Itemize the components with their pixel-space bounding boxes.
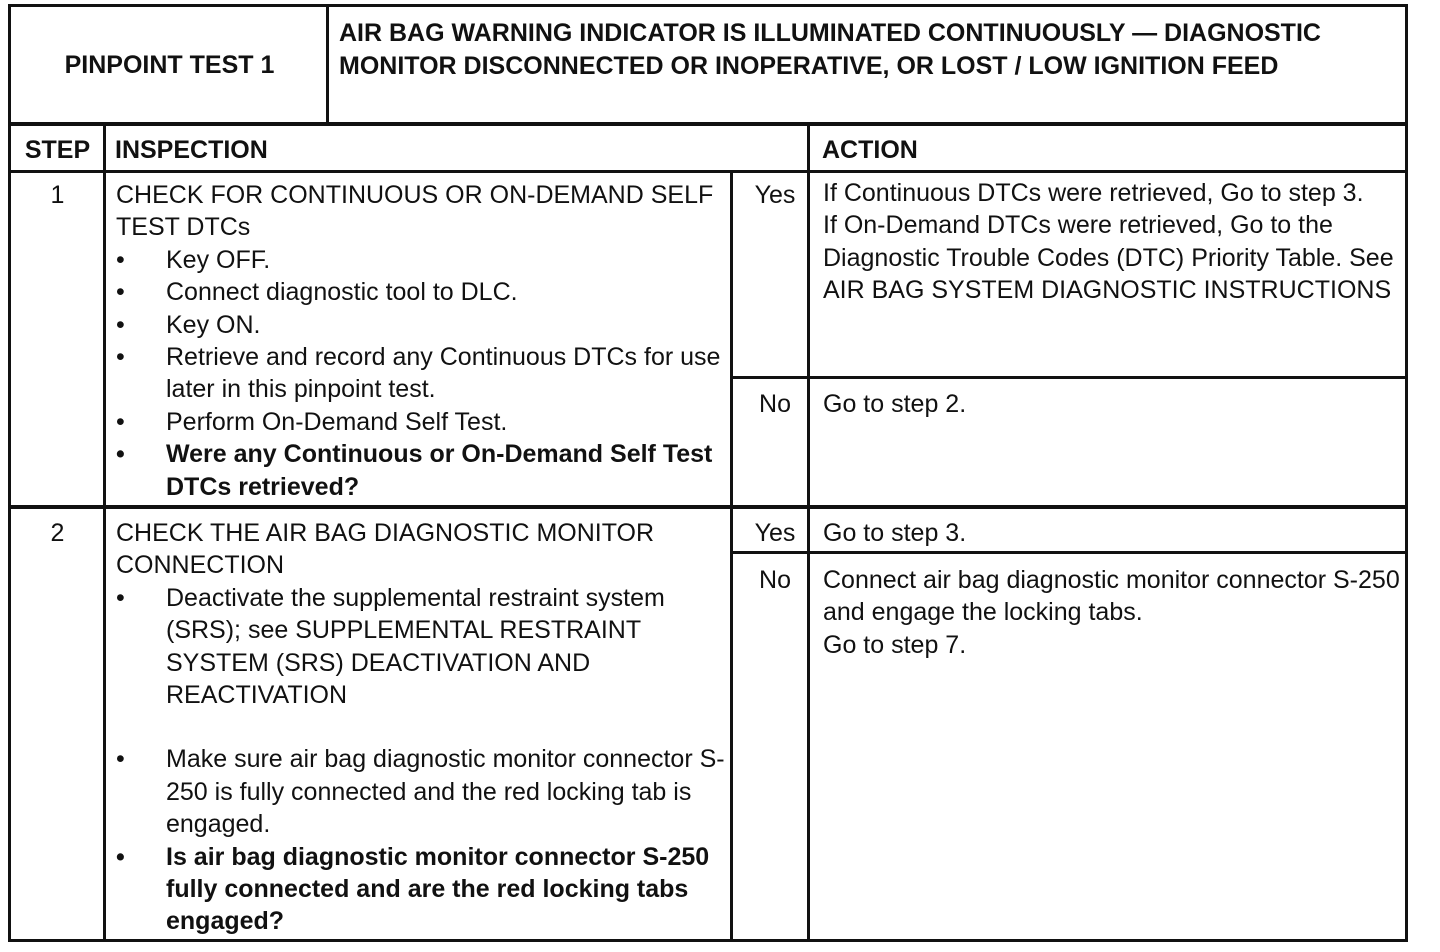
checklist-question: • Is air bag diagnostic monitor connector S-250 fully connected and are the red locking tabs engaged? [116, 841, 726, 938]
checklist-item: • Perform On-Demand Self Test. [116, 406, 726, 438]
step-2-inspection [116, 517, 726, 938]
checklist-item: • Make sure air bag diagnostic monitor connector S-250 is fully connected and the red locking tab is engaged. [116, 743, 726, 840]
test-label: PINPOINT TEST 1 [64, 50, 275, 79]
action-line: If Continuous DTCs were retrieved, Go to step 3. [823, 179, 1364, 207]
step-heading: CHECK THE AIR BAG DIAGNOSTIC MONITOR CONNECTION [116, 519, 655, 580]
checklist-item: • Connect diagnostic tool to DLC. [116, 276, 726, 308]
divider [807, 124, 810, 939]
step-1-yes-action [823, 177, 1401, 307]
action-line: Go to step 3. [823, 519, 967, 547]
action-line: If On-Demand DTCs were retrieved, Go to the Diagnostic Trouble Codes (DTC) Priority Table. See AIR BAG SYSTEM DIAGNOSTIC INSTRUCTIONS [823, 211, 1394, 305]
step-1-no-action [823, 388, 1401, 420]
step-heading: CHECK FOR CONTINUOUS OR ON-DEMAND SELF TEST DTCs [116, 181, 714, 242]
action-line: Go to step 2. [823, 390, 967, 418]
step-1-inspection [116, 179, 726, 503]
checklist-item: • Retrieve and record any Continuous DTCs for use later in this pinpoint test. [116, 341, 726, 406]
yes-label: Yes [754, 519, 796, 547]
no-label: No [759, 566, 791, 594]
step-2-no-action [823, 564, 1401, 661]
checklist [116, 582, 726, 938]
test-label-cell [11, 7, 328, 123]
column-header-inspection: INSPECTION [115, 136, 268, 164]
checklist-item: • Deactivate the supplemental restraint system (SRS); see SUPPLEMENTAL RESTRAINT SYSTEM (SRS) DEACTIVATION AND REACTIVATION [116, 582, 726, 712]
test-title-cell [339, 17, 1349, 83]
column-header-action: ACTION [822, 136, 918, 164]
action-line: Go to step 7. [823, 630, 967, 659]
test-title: AIR BAG WARNING INDICATOR IS ILLUMINATED CONTINUOUSLY — DIAGNOSTIC MONITOR DISCONNECTED OR INOPERATIVE, OR LOST / LOW IGNITION FEED [339, 19, 1321, 80]
step-2-yes-action [823, 517, 1401, 549]
step-number: 1 [50, 181, 65, 209]
divider [326, 7, 329, 123]
divider [103, 124, 106, 939]
divider [11, 122, 1405, 126]
column-header-step: STEP [24, 136, 91, 164]
step-number: 2 [50, 519, 65, 547]
checklist-item: • Key OFF. [116, 244, 726, 276]
pinpoint-test-table [8, 4, 1408, 942]
divider [11, 505, 1405, 509]
no-label: No [759, 390, 791, 418]
checklist-item: • Key ON. [116, 309, 726, 341]
divider [731, 551, 1405, 554]
divider [11, 170, 1405, 173]
divider [731, 376, 1405, 379]
checklist-question: • Were any Continuous or On-Demand Self Test DTCs retrieved? [116, 438, 726, 503]
action-line: Connect air bag diagnostic monitor connector S-250 and engage the locking tabs. [823, 566, 1400, 627]
checklist [116, 244, 726, 503]
yes-label: Yes [754, 181, 796, 209]
divider [730, 172, 733, 939]
